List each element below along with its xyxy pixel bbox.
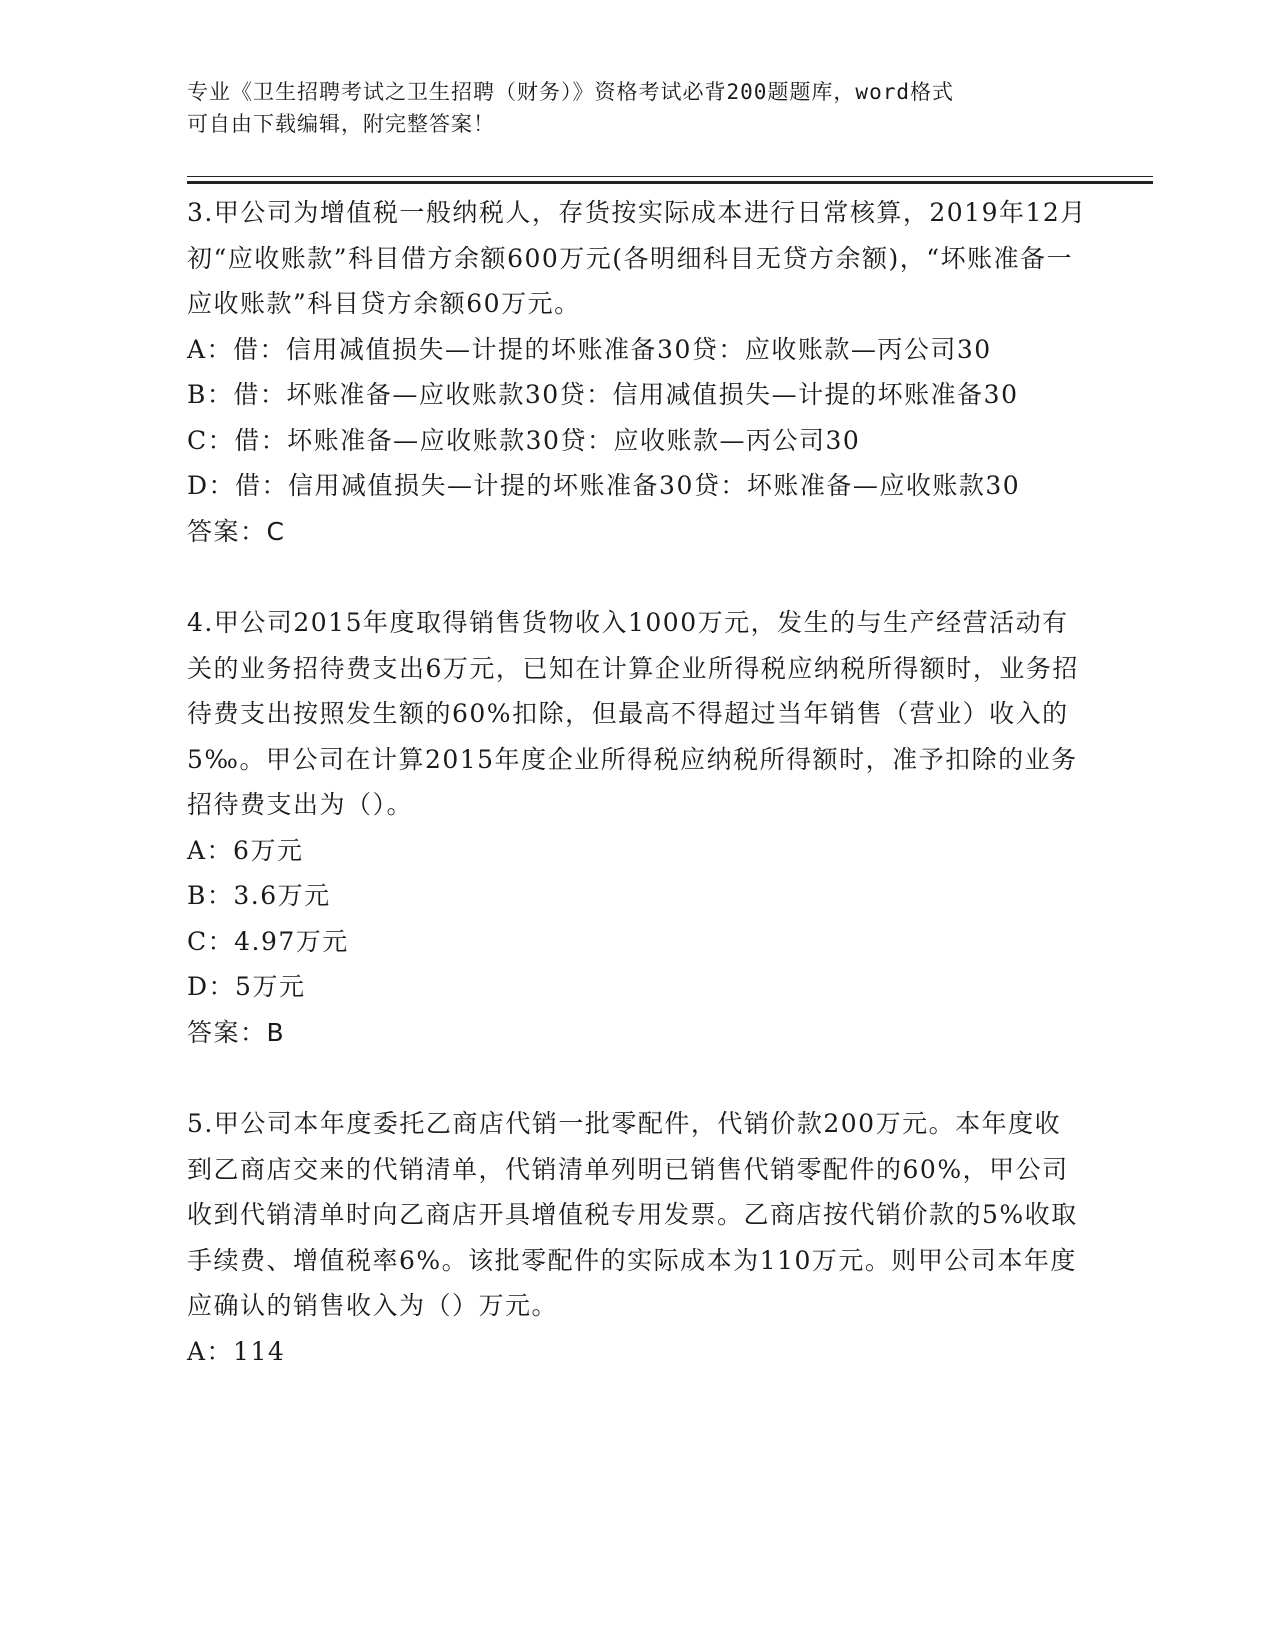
- header-divider-thick: [187, 181, 1153, 184]
- option-a: A：6万元: [187, 835, 304, 865]
- option-c: C：4.97万元: [187, 926, 349, 956]
- question-spacer: [187, 1055, 1087, 1101]
- option-b: B：3.6万元: [187, 881, 331, 910]
- header-divider-thin: [187, 176, 1153, 177]
- question-4: [187, 600, 1087, 1055]
- question-stem: 4.甲公司2015年度取得销售货物收入1000万元，发生的与生产经营活动有关的业务招待费支出6万元，已知在计算企业所得税应纳税所得额时，业务招待费支出按照发生额的60%扣除，但最高不得超过当年销售（营业）收入的5‰。甲公司在计算2015年度企业所得税应纳税所得额时，准予扣除的业务招待费支出为（）。: [187, 608, 1079, 819]
- document-body: [187, 190, 1087, 1374]
- question-spacer: [187, 554, 1087, 600]
- question-3: [187, 190, 1087, 554]
- option-d: D：借：信用减值损失—计提的坏账准备30贷：坏账准备—应收账款30: [187, 471, 1021, 500]
- header-line-1: 专业《卫生招聘考试之卫生招聘（财务）》资格考试必背200题题库，word格式: [187, 80, 954, 104]
- option-a: A：114: [187, 1336, 286, 1366]
- option-a: A：借：信用减值损失—计提的坏账准备30贷：应收账款—丙公司30: [187, 334, 992, 364]
- option-b: B：借：坏账准备—应收账款30贷：信用减值损失—计提的坏账准备30: [187, 380, 1019, 409]
- option-d: D：5万元: [187, 972, 306, 1001]
- option-c: C：借：坏账准备—应收账款30贷：应收账款—丙公司30: [187, 425, 861, 455]
- question-stem: 5.甲公司本年度委托乙商店代销一批零配件，代销价款200万元。本年度收到乙商店交来的代销清单，代销清单列明已销售代销零配件的60%，甲公司收到代销清单时向乙商店开具增值税专用发票。乙商店按代销价款的5%收取手续费、增值税率6%。该批零配件的实际成本为110万元。则甲公司本年度应确认的销售收入为（）万元。: [187, 1109, 1078, 1320]
- question-5: [187, 1101, 1087, 1374]
- answer-label: 答案：B: [187, 1017, 286, 1047]
- document-header: [187, 76, 1067, 140]
- header-line-2: 可自由下载编辑，附完整答案！: [187, 112, 495, 136]
- question-stem: 3.甲公司为增值税一般纳税人，存货按实际成本进行日常核算，2019年12月初“应收账款”科目借方余额600万元(各明细科目无贷方余额)，“坏账准备一应收账款”科目贷方余额60万元。: [187, 198, 1087, 318]
- answer-label: 答案：C: [187, 516, 286, 546]
